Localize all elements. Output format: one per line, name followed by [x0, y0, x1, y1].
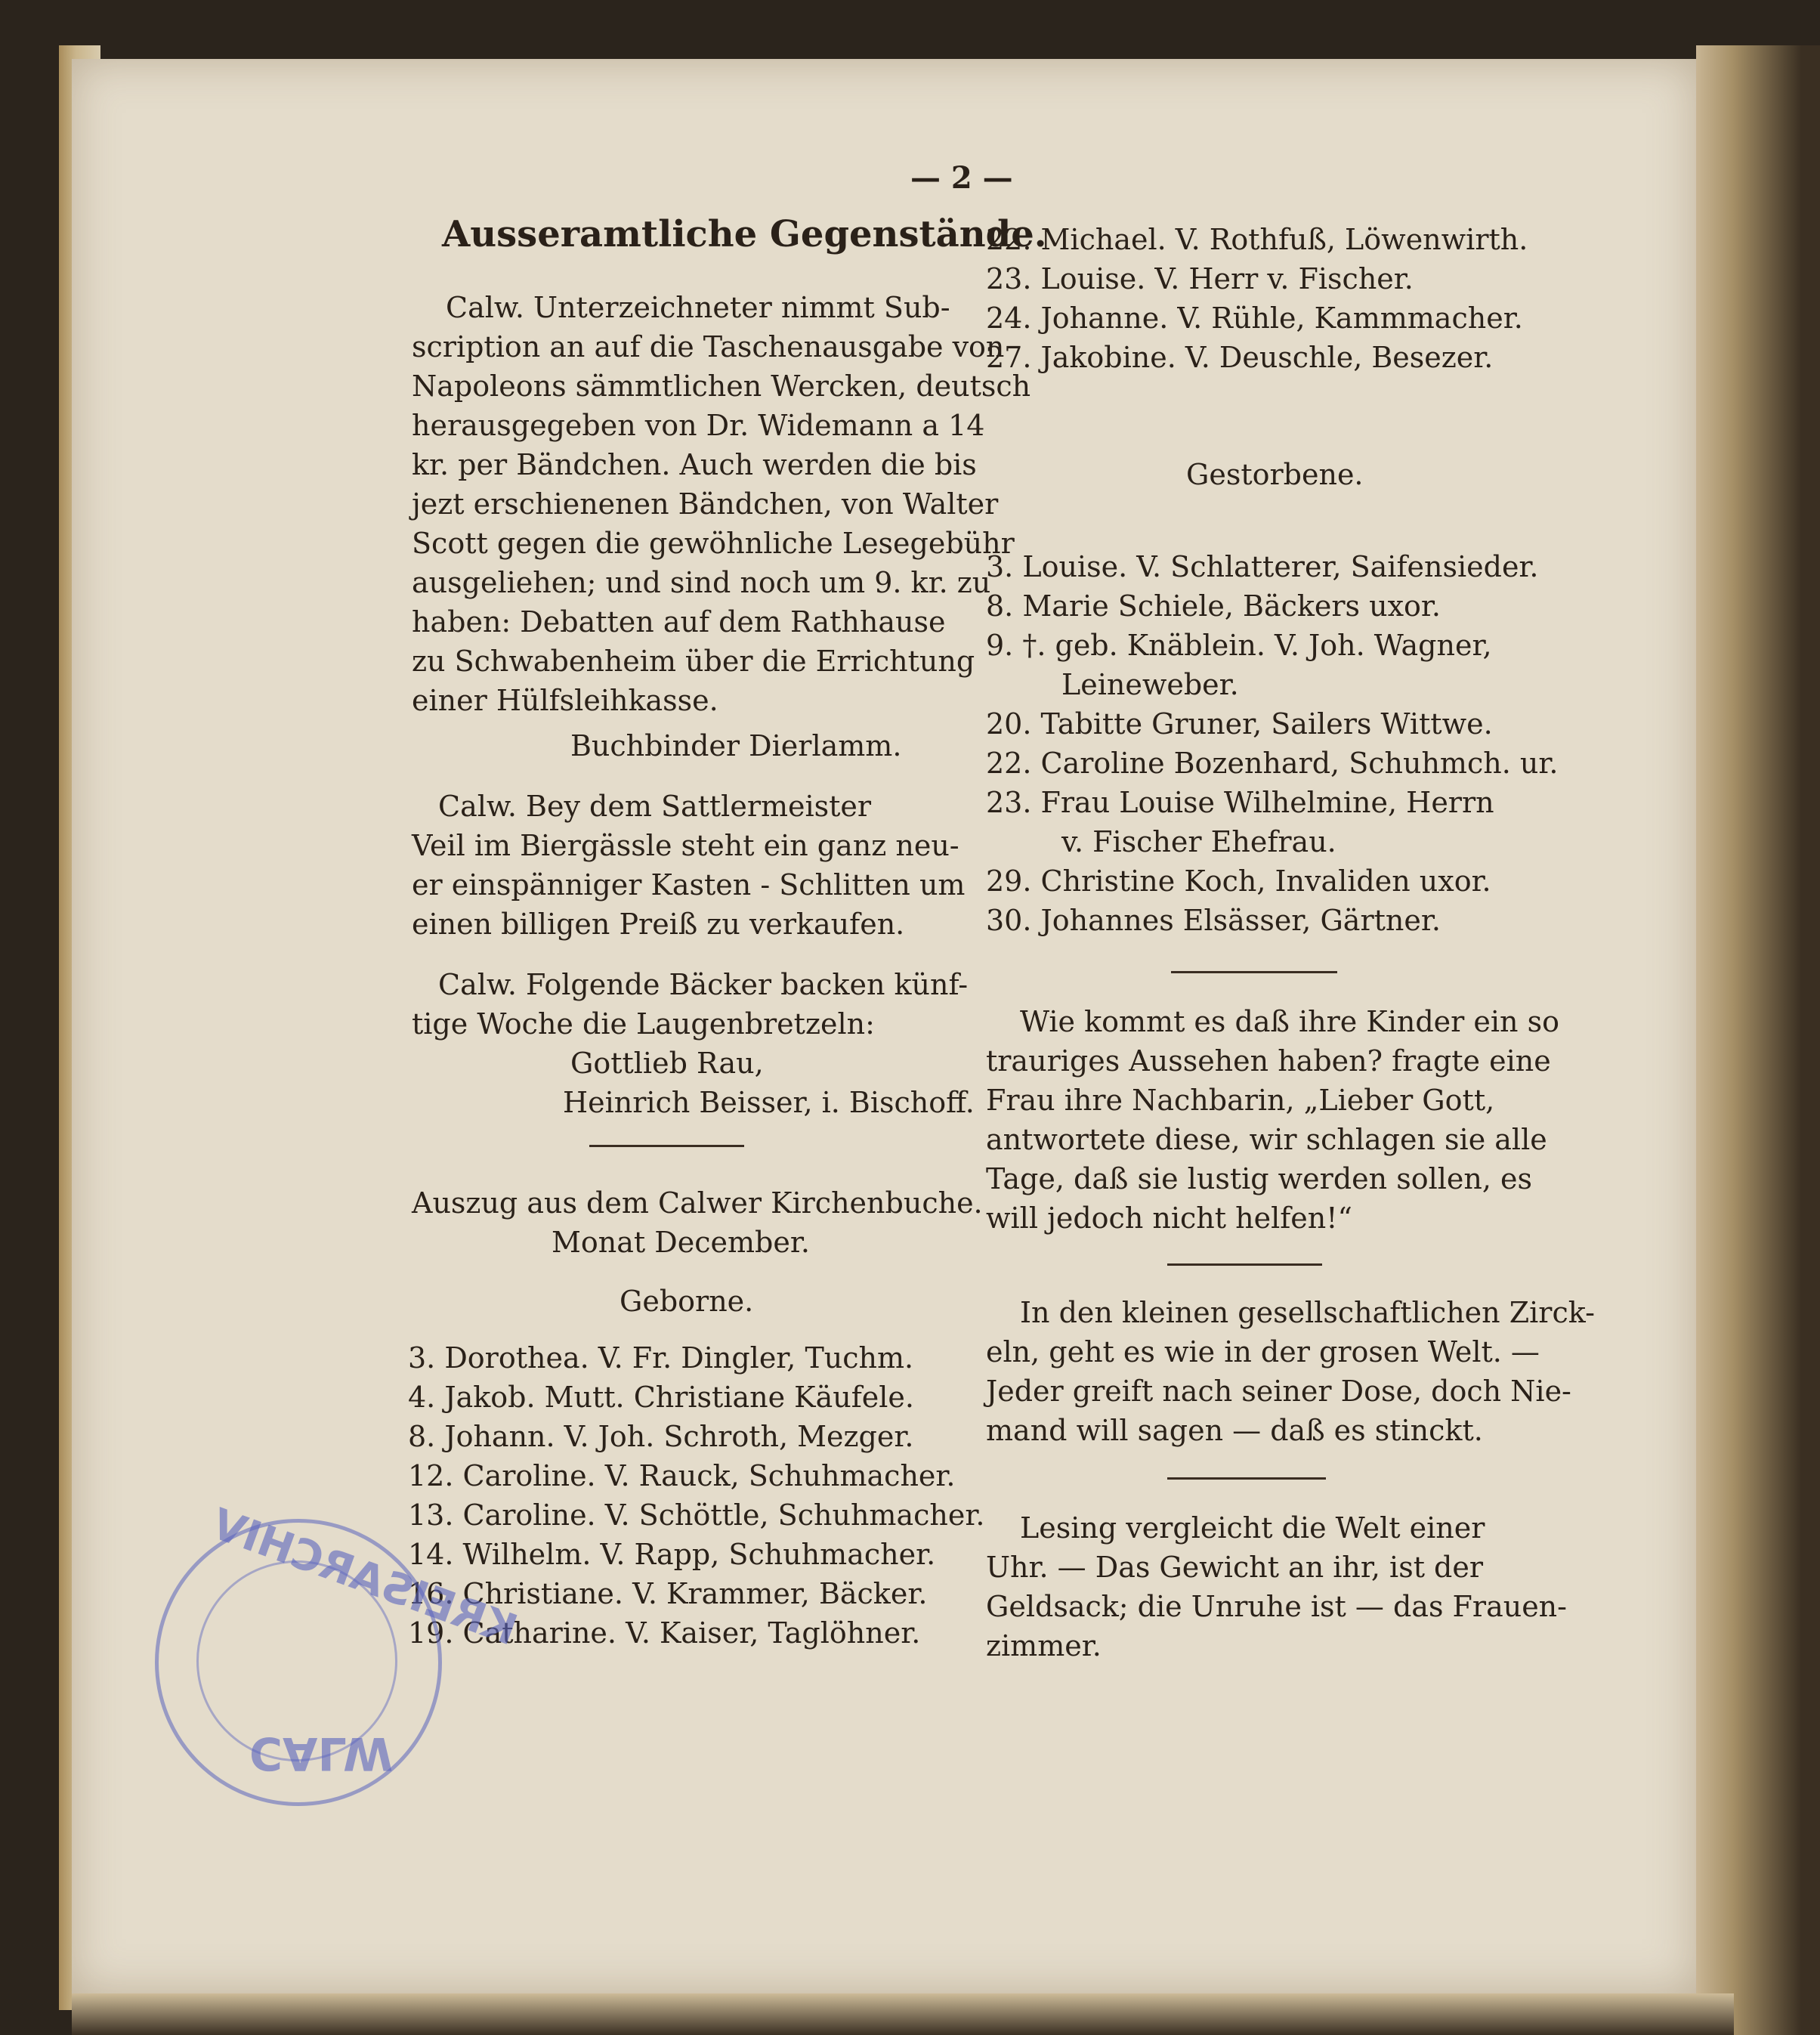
section-heading: Ausseramtliche Gegenstände. [442, 213, 1047, 255]
register-entry: 19. Catharine. V. Kaiser, Taglöhner. [408, 1616, 921, 1650]
ad-line: Veil im Biergässle steht ein ganz neu- [412, 829, 959, 862]
ad-signature: Buchbinder Dierlamm. [570, 729, 902, 762]
anecdote-line: trauriges Aussehen haben? fragte eine [986, 1044, 1551, 1078]
register-entry: 14. Wilhelm. V. Rapp, Schuhmacher. [408, 1538, 936, 1571]
section-divider [1167, 1263, 1322, 1266]
register-entry: 16. Christiane. V. Krammer, Bäcker. [408, 1577, 928, 1610]
register-entry: 30. Johannes Elsässer, Gärtner. [986, 904, 1441, 937]
register-entry: 23. Frau Louise Wilhelmine, Herrn [986, 786, 1494, 819]
register-entry: 20. Tabitte Gruner, Sailers Wittwe. [986, 707, 1493, 741]
register-entry: 27. Jakobine. V. Deuschle, Besezer. [986, 341, 1494, 374]
section-divider [1167, 1477, 1326, 1480]
ad-line: Calw. Folgende Bäcker backen künf- [438, 968, 969, 1001]
deaths-heading: Gestorbene. [1186, 458, 1364, 491]
stamp-text-top: KREISARCHIV [205, 1499, 524, 1656]
register-entry: 8. Marie Schiele, Bäckers uxor. [986, 589, 1441, 623]
register-entry: 12. Caroline. V. Rauck, Schuhmacher. [408, 1459, 956, 1492]
anecdote-line: Jeder greift nach seiner Dose, doch Nie- [986, 1375, 1571, 1408]
register-entry: 8. Johann. V. Joh. Schroth, Mezger. [408, 1420, 914, 1453]
section-divider [589, 1145, 744, 1147]
anecdote-line: Frau ihre Nachbarin, „Lieber Gott, [986, 1084, 1495, 1117]
anecdote-line: eln, geht es wie in der grosen Welt. — [986, 1335, 1540, 1369]
ad-line: Napoleons sämmtlichen Wercken, deutsch [412, 370, 1031, 403]
ad-line: einer Hülfsleihkasse. [412, 684, 718, 717]
ad-line: jezt erschienenen Bändchen, von Walter [412, 487, 999, 521]
ad-line: herausgegeben von Dr. Widemann a 14 [412, 409, 985, 442]
ad-line: Scott gegen die gewöhnliche Lesegebühr [412, 527, 1015, 560]
page-number: — 2 — [910, 160, 1013, 196]
baker-name: Heinrich Beisser, i. Bischoff. [563, 1086, 975, 1119]
ad-line: haben: Debatten auf dem Rathhause [412, 605, 946, 639]
anecdote-line: Tage, daß sie lustig werden sollen, es [986, 1162, 1532, 1195]
register-entry: 3. Dorothea. V. Fr. Dingler, Tuchm. [408, 1341, 914, 1375]
register-entry: 4. Jakob. Mutt. Christiane Käufele. [408, 1381, 914, 1414]
page-edge-right [1696, 45, 1820, 2035]
ad-line: zu Schwabenheim über die Errichtung [412, 645, 975, 678]
stamp-text-bottom: CALW [249, 1727, 394, 1780]
anecdote-line: In den kleinen gesellschaftlichen Zirck- [1020, 1296, 1595, 1329]
baker-name: Gottlieb Rau, [570, 1047, 764, 1080]
register-entry: 9. †. geb. Knäblein. V. Joh. Wagner, [986, 629, 1492, 662]
anecdote-line: antwortete diese, wir schlagen sie alle [986, 1123, 1547, 1156]
extract-month: Monat December. [552, 1226, 810, 1259]
extract-title: Auszug aus dem Calwer Kirchenbuche. [412, 1186, 983, 1220]
register-entry: Leineweber. [1061, 668, 1239, 701]
anecdote-line: will jedoch nicht helfen!“ [986, 1202, 1352, 1235]
ad-line: Calw. Unterzeichneter nimmt Sub- [446, 291, 950, 324]
page-edge-bottom [72, 1993, 1734, 2035]
anecdote-line: zimmer. [986, 1629, 1102, 1662]
register-entry: 23. Louise. V. Herr v. Fischer. [986, 262, 1414, 295]
ad-line: einen billigen Preiß zu verkaufen. [412, 908, 905, 941]
register-entry: 22. Caroline Bozenhard, Schuhmch. ur. [986, 747, 1559, 780]
register-entry: 22. Michael. V. Rothfuß, Löwenwirth. [986, 223, 1528, 256]
ad-line: kr. per Bändchen. Auch werden die bis [412, 448, 977, 481]
anecdote-line: Geldsack; die Unruhe ist — das Frauen- [986, 1590, 1567, 1623]
register-entry: 24. Johanne. V. Rühle, Kammmacher. [986, 302, 1523, 335]
ad-line: Calw. Bey dem Sattlermeister [438, 790, 872, 823]
ad-line: scription an auf die Taschenausgabe von [412, 330, 1005, 363]
births-heading: Geborne. [620, 1285, 754, 1318]
anecdote-line: Wie kommt es daß ihre Kinder ein so [1020, 1005, 1559, 1038]
archive-stamp [155, 1499, 524, 1806]
register-entry: 13. Caroline. V. Schöttle, Schuhmacher. [408, 1498, 985, 1532]
section-divider [1171, 971, 1337, 973]
ad-line: ausgeliehen; und sind noch um 9. kr. zu [412, 566, 991, 599]
register-entry: 3. Louise. V. Schlatterer, Saifensieder. [986, 550, 1539, 583]
anecdote-line: Uhr. — Das Gewicht an ihr, ist der [986, 1551, 1484, 1584]
register-entry: 29. Christine Koch, Invaliden uxor. [986, 864, 1491, 898]
ad-line: tige Woche die Laugenbretzeln: [412, 1007, 875, 1041]
anecdote-line: mand will sagen — daß es stinckt. [986, 1414, 1483, 1447]
register-entry: v. Fischer Ehefrau. [1061, 825, 1336, 858]
ad-line: er einspänniger Kasten - Schlitten um [412, 868, 966, 902]
anecdote-line: Lesing vergleicht die Welt einer [1020, 1511, 1485, 1545]
